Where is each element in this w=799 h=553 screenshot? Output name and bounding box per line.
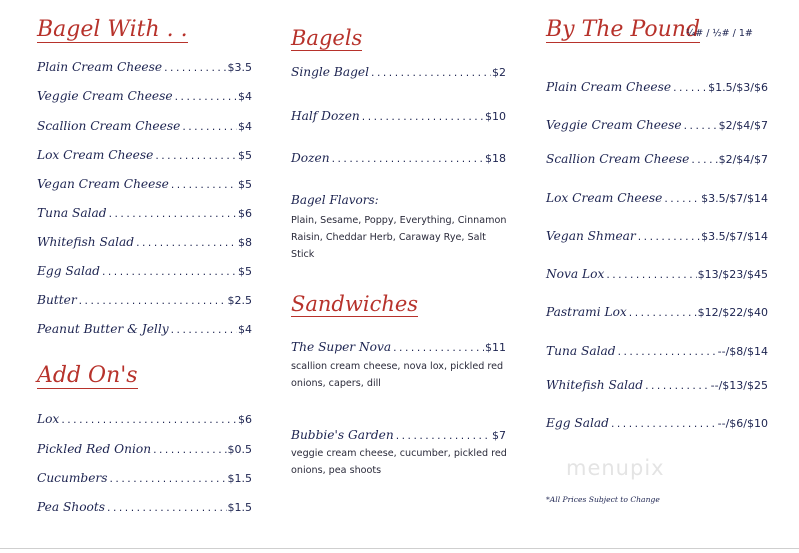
sandwich-description: scallion cream cheese, nova lox, pickled red onions, capers, dill <box>291 361 504 389</box>
watermark-logo: menupix <box>566 456 665 480</box>
menu-item: Whitefish Salad ..... --/$13/$25 <box>546 377 768 395</box>
bagel-flavors-title: Bagel Flavors: <box>291 193 379 207</box>
menu-item: Butter ..... $2.5 <box>37 292 252 310</box>
menu-item: Nova Lox ..... $13/$23/$45 <box>546 266 768 284</box>
menu-item: Pickled Red Onion ..... $0.5 <box>37 441 252 459</box>
by-the-pound-heading: By The Pound <box>546 17 701 42</box>
bagel-flavors-list: Plain, Sesame, Poppy, Everything, Cinnamon Raisin, Cheddar Herb, Caraway Rye, Salt Stick <box>291 215 507 260</box>
menu-item: Pea Shoots ..... $1.5 <box>37 499 252 517</box>
menu-item: Pastrami Lox ..... $12/$22/$40 <box>546 304 768 322</box>
menu-item: Lox Cream Cheese ..... $5 <box>37 147 252 165</box>
menu-item: Dozen ..... $18 <box>291 150 506 168</box>
bottom-divider <box>0 548 799 549</box>
menu-item: Veggie Cream Cheese ..... $2/$4/$7 <box>546 117 768 135</box>
bagel-with-heading: Bagel With . . <box>37 17 188 42</box>
menu-item: Peanut Butter & Jelly ..... $4 <box>37 321 252 339</box>
menu-item: Bubbie's Garden ..... $7 <box>291 427 506 445</box>
menu-item: Scallion Cream Cheese ..... $4 <box>37 118 252 136</box>
price-note: *All Prices Subject to Change <box>546 495 660 504</box>
menu-item: Egg Salad ..... --/$6/$10 <box>546 415 768 433</box>
menu-item: Plain Cream Cheese ..... $3.5 <box>37 59 252 77</box>
menu-item: Plain Cream Cheese ..... $1.5/$3/$6 <box>546 79 768 97</box>
bagels-heading: Bagels <box>291 26 363 50</box>
menu-item: The Super Nova ..... $11 <box>291 339 506 357</box>
menu-item: Tuna Salad ..... $6 <box>37 205 252 223</box>
menu-item: Single Bagel ..... $2 <box>291 64 506 82</box>
menu-item: Vegan Cream Cheese ..... $5 <box>37 176 252 194</box>
weight-units: ¼# / ½# / 1# <box>686 28 753 39</box>
menu-item: Tuna Salad ..... --/$8/$14 <box>546 343 768 361</box>
add-ons-heading: Add On's <box>37 363 138 388</box>
menu-item: Vegan Shmear ..... $3.5/$7/$14 <box>546 228 768 246</box>
menu-item: Lox ..... $6 <box>37 411 252 429</box>
menu-item: Half Dozen ..... $10 <box>291 108 506 126</box>
sandwiches-heading: Sandwiches <box>291 292 419 316</box>
menu-item: Lox Cream Cheese ..... $3.5/$7/$14 <box>546 190 768 208</box>
menu-item: Veggie Cream Cheese ..... $4 <box>37 88 252 106</box>
menu-item: Scallion Cream Cheese ..... $2/$4/$7 <box>546 151 768 169</box>
menu-item: Cucumbers ..... $1.5 <box>37 470 252 488</box>
sandwich-description: veggie cream cheese, cucumber, pickled red onions, pea shoots <box>291 448 507 476</box>
menu-item: Whitefish Salad ..... $8 <box>37 234 252 252</box>
menu-item: Egg Salad ..... $5 <box>37 263 252 281</box>
